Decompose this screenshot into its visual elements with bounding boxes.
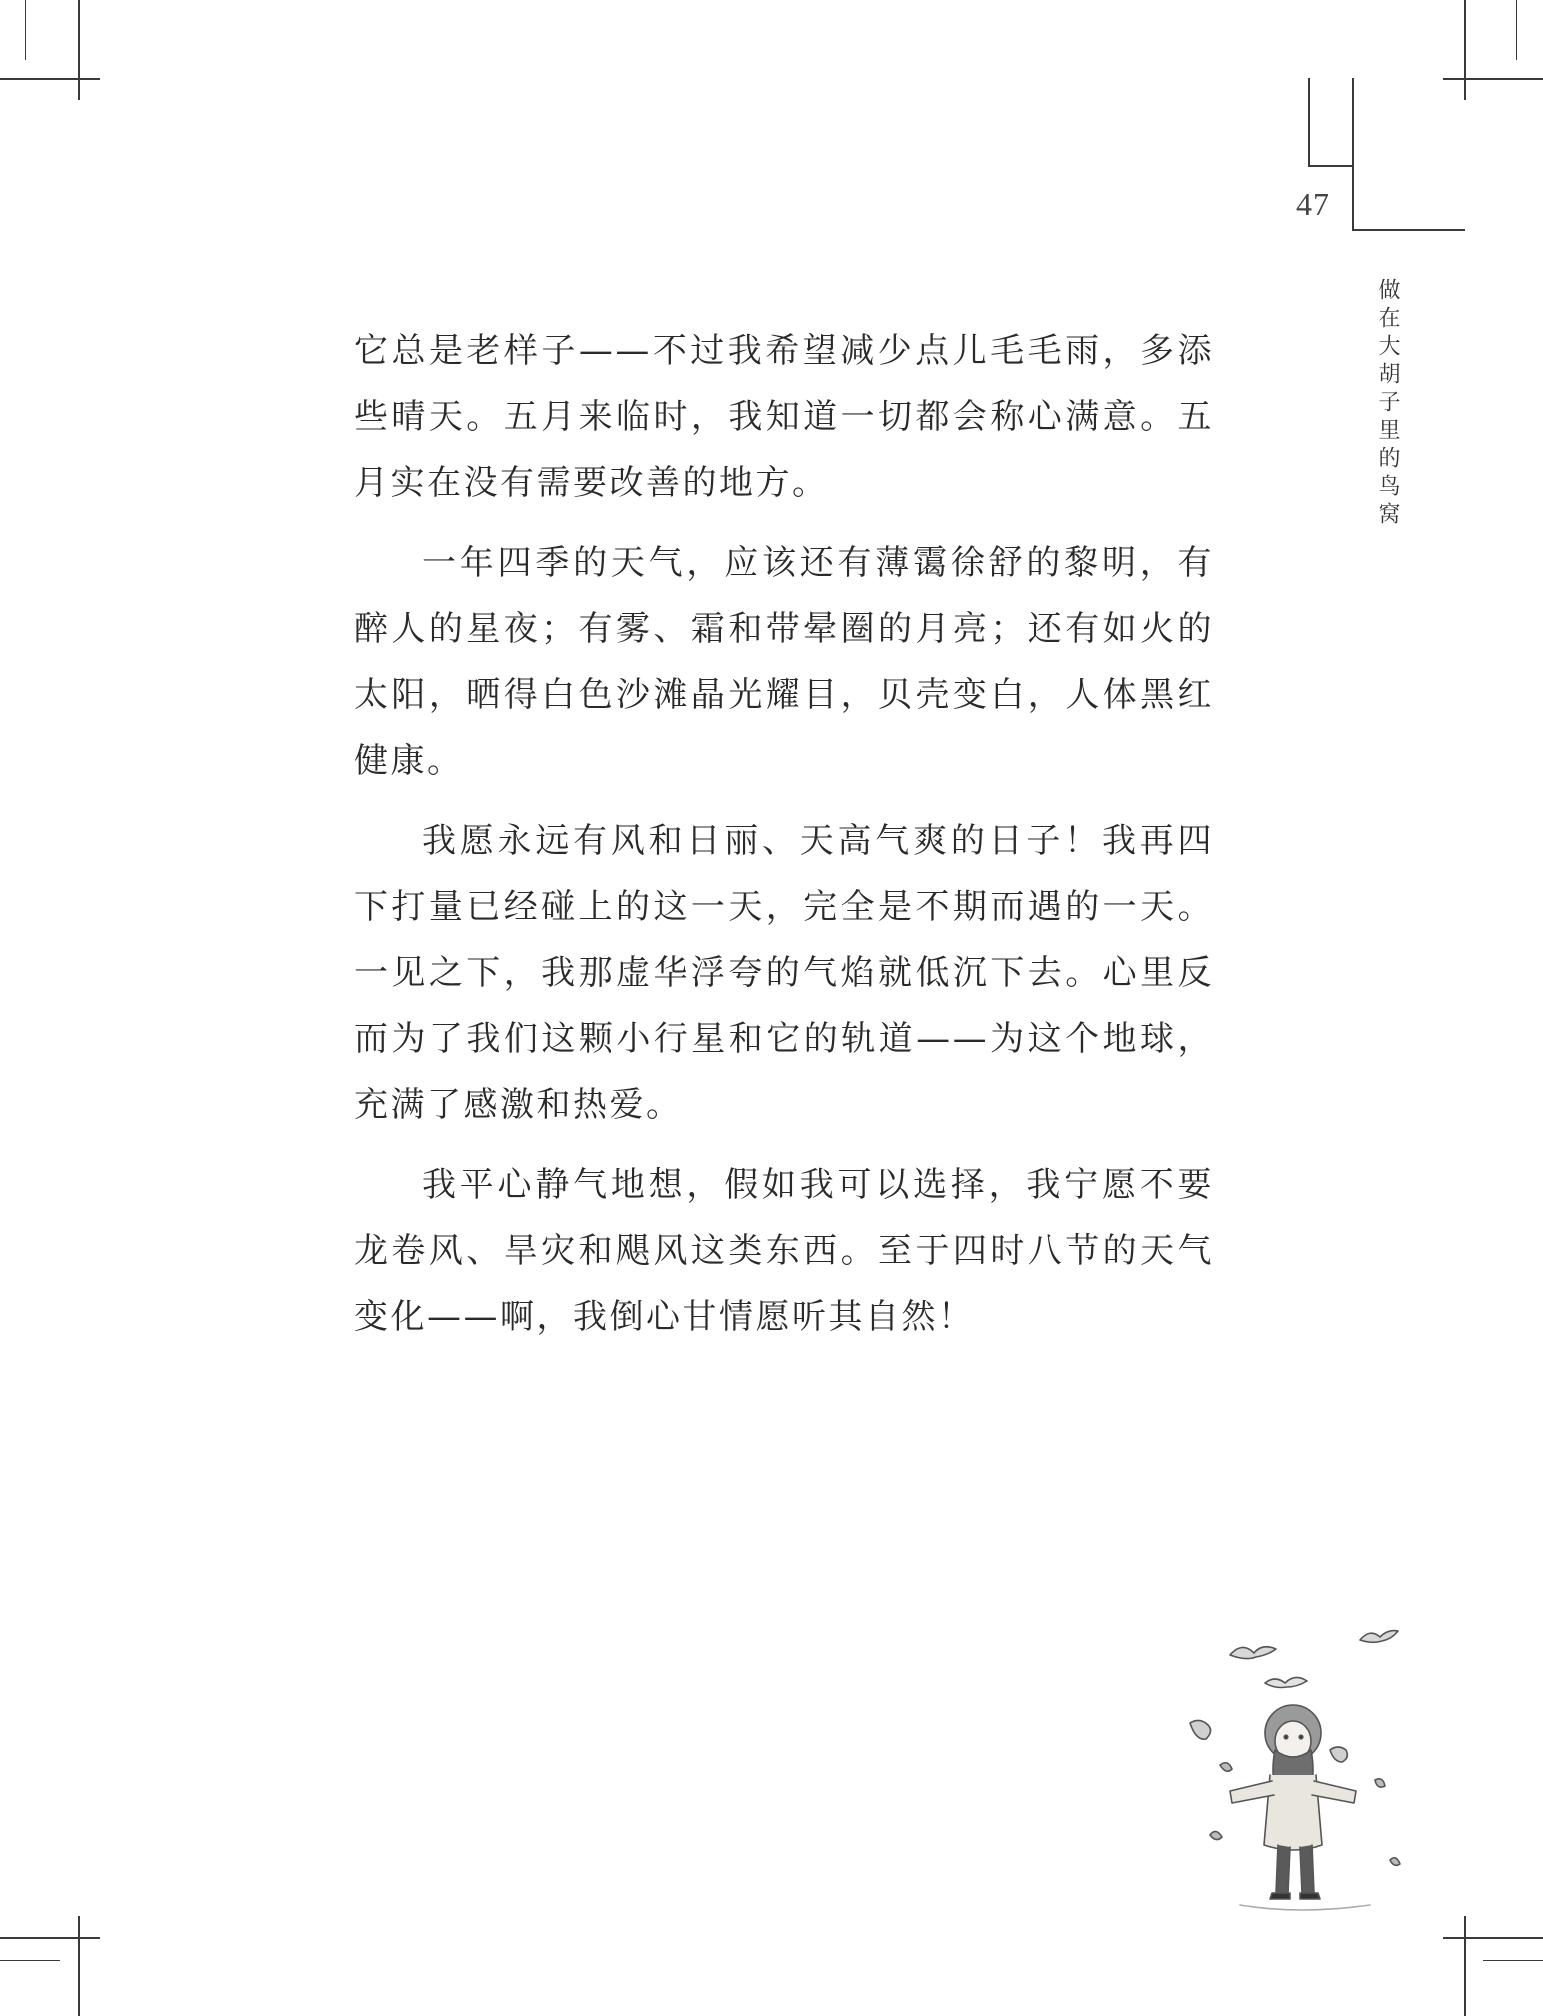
crop-mark-bottom-left-h [0,1937,100,1939]
crop-mark-bottom-right-v [1464,1916,1466,2016]
header-frame-line-top [1308,165,1353,167]
leaf-icon [1210,1831,1222,1839]
bleed-mark-bottom-h1 [0,1960,60,1961]
paragraph-4: 我平心静气地想，假如我可以选择，我宁愿不要龙卷风、旱灾和飓风这类东西。至于四时八节的天气变化——啊，我倒心甘情愿听其自然！ [354,1165,1214,1337]
page-number: 47 [1296,186,1330,222]
bird-icon [1360,1631,1398,1643]
bleed-mark-top-v2 [1516,0,1517,60]
bird-icon [1330,1747,1347,1762]
bird-icon [1230,1647,1276,1659]
crop-mark-bottom-left-v [78,1916,80,2016]
bleed-mark-top-v1 [25,0,26,60]
running-title: 做在大胡子里的鸟窝 [1375,278,1400,530]
paragraph-3: 我愿永远有风和日丽、天高气爽的日子！我再四下打量已经碰上的这一天，完全是不期而遇的一天。一见之下，我那虚华浮夸的气焰就低沉下去。心里反而为了我们这颗小行星和它的轨道——为这个地球，充满了感激和热爱。 [354,821,1214,1125]
leaf-icon [1375,1779,1385,1787]
crop-mark-top-left-h [0,78,100,80]
crop-mark-top-left-v [78,0,80,100]
leaf-icon [1220,1763,1232,1772]
crop-mark-bottom-right-h [1443,1937,1543,1939]
header-frame-line-right [1352,78,1354,230]
paragraph-1: 它总是老样子——不过我希望减少点儿毛毛雨，多添些晴天。五月来临时，我知道一切都会称心满意。五月实在没有需要改善的地方。 [354,331,1214,503]
leaf-icon [1390,1858,1400,1866]
bird-icon [1265,1677,1307,1687]
header-frame-line-bottom [1352,229,1465,231]
paragraph-2: 一年四季的天气，应该还有薄霭徐舒的黎明，有醉人的星夜；有雾、霜和带晕圈的月亮；还有如火的太阳，晒得白色沙滩晶光耀目，贝壳变白，人体黑红健康。 [354,543,1214,781]
header-frame-line-left [1308,78,1310,166]
bird-icon [1190,1720,1211,1739]
body-text [354,318,1214,1364]
crop-mark-top-right-v [1464,0,1466,100]
bearded-man-with-birds-icon [1180,1605,1430,1925]
crop-mark-top-right-h [1443,78,1543,80]
bleed-mark-bottom-h2 [1483,1960,1543,1961]
